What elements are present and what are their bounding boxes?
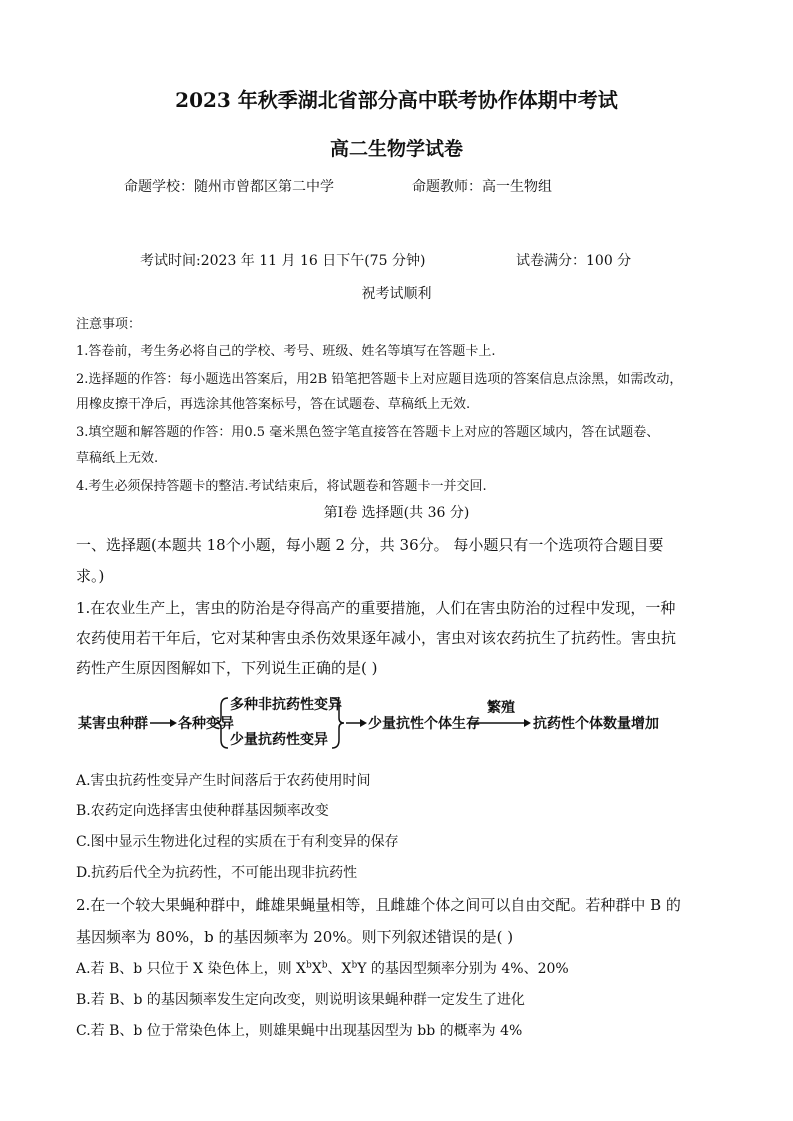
- q1-stem-line-2: 农药使用若干年后，它对某种害虫杀伤效果逐年减小，害虫对该农药抗生了抗药性。害虫抗: [76, 629, 677, 647]
- q1-option-d: D.抗药后代全为抗药性，不可能出现非抗药性: [76, 865, 358, 881]
- exam-time: 考试时间:2023 年 11 月 16 日下午(75 分钟): [140, 253, 426, 269]
- q2-stem-line-1: 2.在一个较大果蝇种群中，雌雄果蝇量相等，且雌雄个体之间可以自由交配。若种群中 B 的: [76, 896, 681, 914]
- teacher-info: 命题教师：高一生物组: [412, 179, 552, 195]
- q1-stem-line-3: 药性产生原因图解如下，下列说生正确的是( ): [76, 659, 378, 677]
- q2-option-a: [76, 958, 569, 978]
- q1-option-b: B.农药定向选择害虫使种群基因频率改变: [76, 803, 329, 819]
- exam-title: 2023 年秋季湖北省部分高中联考协作体期中考试: [175, 88, 618, 112]
- q2-option-a-sup-1: b: [306, 960, 312, 971]
- arrow-2-head: [360, 719, 367, 727]
- notice-heading: 注意事项：: [76, 317, 142, 332]
- notice-item-3a: 3.填空题和解答题的作答：用0.5 毫米黑色签字笔直接答在答题卡上对应的答题区域内，答在试题卷、: [76, 425, 660, 440]
- q1-option-a: A.害虫抗药性变异产生时间落后于农药使用时间: [76, 773, 371, 789]
- q2-option-c: C.若 B、b 位于常染色体上，则雄果蝇中出现基因型为 bb 的概率为 4%: [76, 1023, 523, 1039]
- q2-option-a-sup-2: b: [321, 960, 328, 971]
- q2-option-a-suffix: Y 的基因型频率分别为 4%、20%: [357, 961, 569, 977]
- arrow-3-head: [524, 719, 531, 727]
- exam-subtitle: 高二生物学试卷: [329, 138, 463, 160]
- q2-option-a-mid-1: X: [311, 961, 322, 977]
- section-intro-b: 求。): [76, 567, 105, 585]
- resistance-flow-diagram: [76, 690, 716, 756]
- q2-option-b: B.若 B、b 的基因频率发生定向改变，则说明该果蝇种群一定发生了进化: [76, 992, 525, 1008]
- notice-item-3b: 草稿纸上无效.: [76, 451, 159, 466]
- diagram-end: 抗药性个体数量增加: [533, 716, 659, 732]
- q2-option-a-mid-2: 、X: [327, 961, 352, 977]
- diagram-branch-top: 多种非抗药性变异: [230, 697, 342, 713]
- arrow-1-head: [170, 719, 177, 727]
- q1-option-c: C.图中显示生物进化过程的实质在于有利变异的保存: [76, 834, 399, 850]
- q1-stem-line-1: 1.在农业生产上，害虫的防治是夺得高产的重要措施，人们在害虫防治的过程中发现，一种: [76, 599, 676, 617]
- diagram-start: 某害虫种群: [78, 716, 148, 732]
- diagram-step: 各种变异: [178, 716, 234, 732]
- good-luck: 祝考试顺利: [361, 286, 432, 302]
- section-intro-a: 一、选择题(本题共 18个小题，每小题 2 分，共 36分。 每小题只有一个选项符合题目要: [76, 536, 664, 554]
- section-title: 第Ⅰ卷 选择题(共 36 分): [323, 505, 470, 521]
- notice-item-4: 4.考生必须保持答题卡的整洁.考试结束后，将试题卷和答题卡一并交回.: [76, 479, 487, 494]
- q2-stem-line-2: 基因频率为 80%，b 的基因频率为 20%。则下列叙述错误的是( ): [76, 928, 514, 946]
- diagram-survive: 少量抗性个体生存: [368, 716, 480, 732]
- notice-item-2a: 2.选择题的作答：每小题选出答案后，用2B 铅笔把答题卡上对应题目选项的答案信息点涂黑，如需改动，: [76, 372, 683, 387]
- q2-option-a-prefix: A.若 B、b 只位于 X 染色体上，则 X: [76, 961, 306, 977]
- notice-item-1: 1.答卷前，考生务必将自己的学校、考号、班级、姓名等填写在答题卡上.: [76, 344, 496, 359]
- school-info: 命题学校：随州市曾都区第二中学: [124, 179, 334, 195]
- diagram-arrow-label: 繁殖: [487, 700, 515, 716]
- diagram-branch-bottom: 少量抗药性变异: [230, 732, 328, 748]
- notice-item-2b: 用橡皮擦干净后，再选涂其他答案标号，答在试题卷、草稿纸上无效.: [76, 397, 471, 412]
- full-score: 试卷满分：100 分: [516, 253, 632, 269]
- q2-option-a-sup-3: b: [351, 960, 358, 971]
